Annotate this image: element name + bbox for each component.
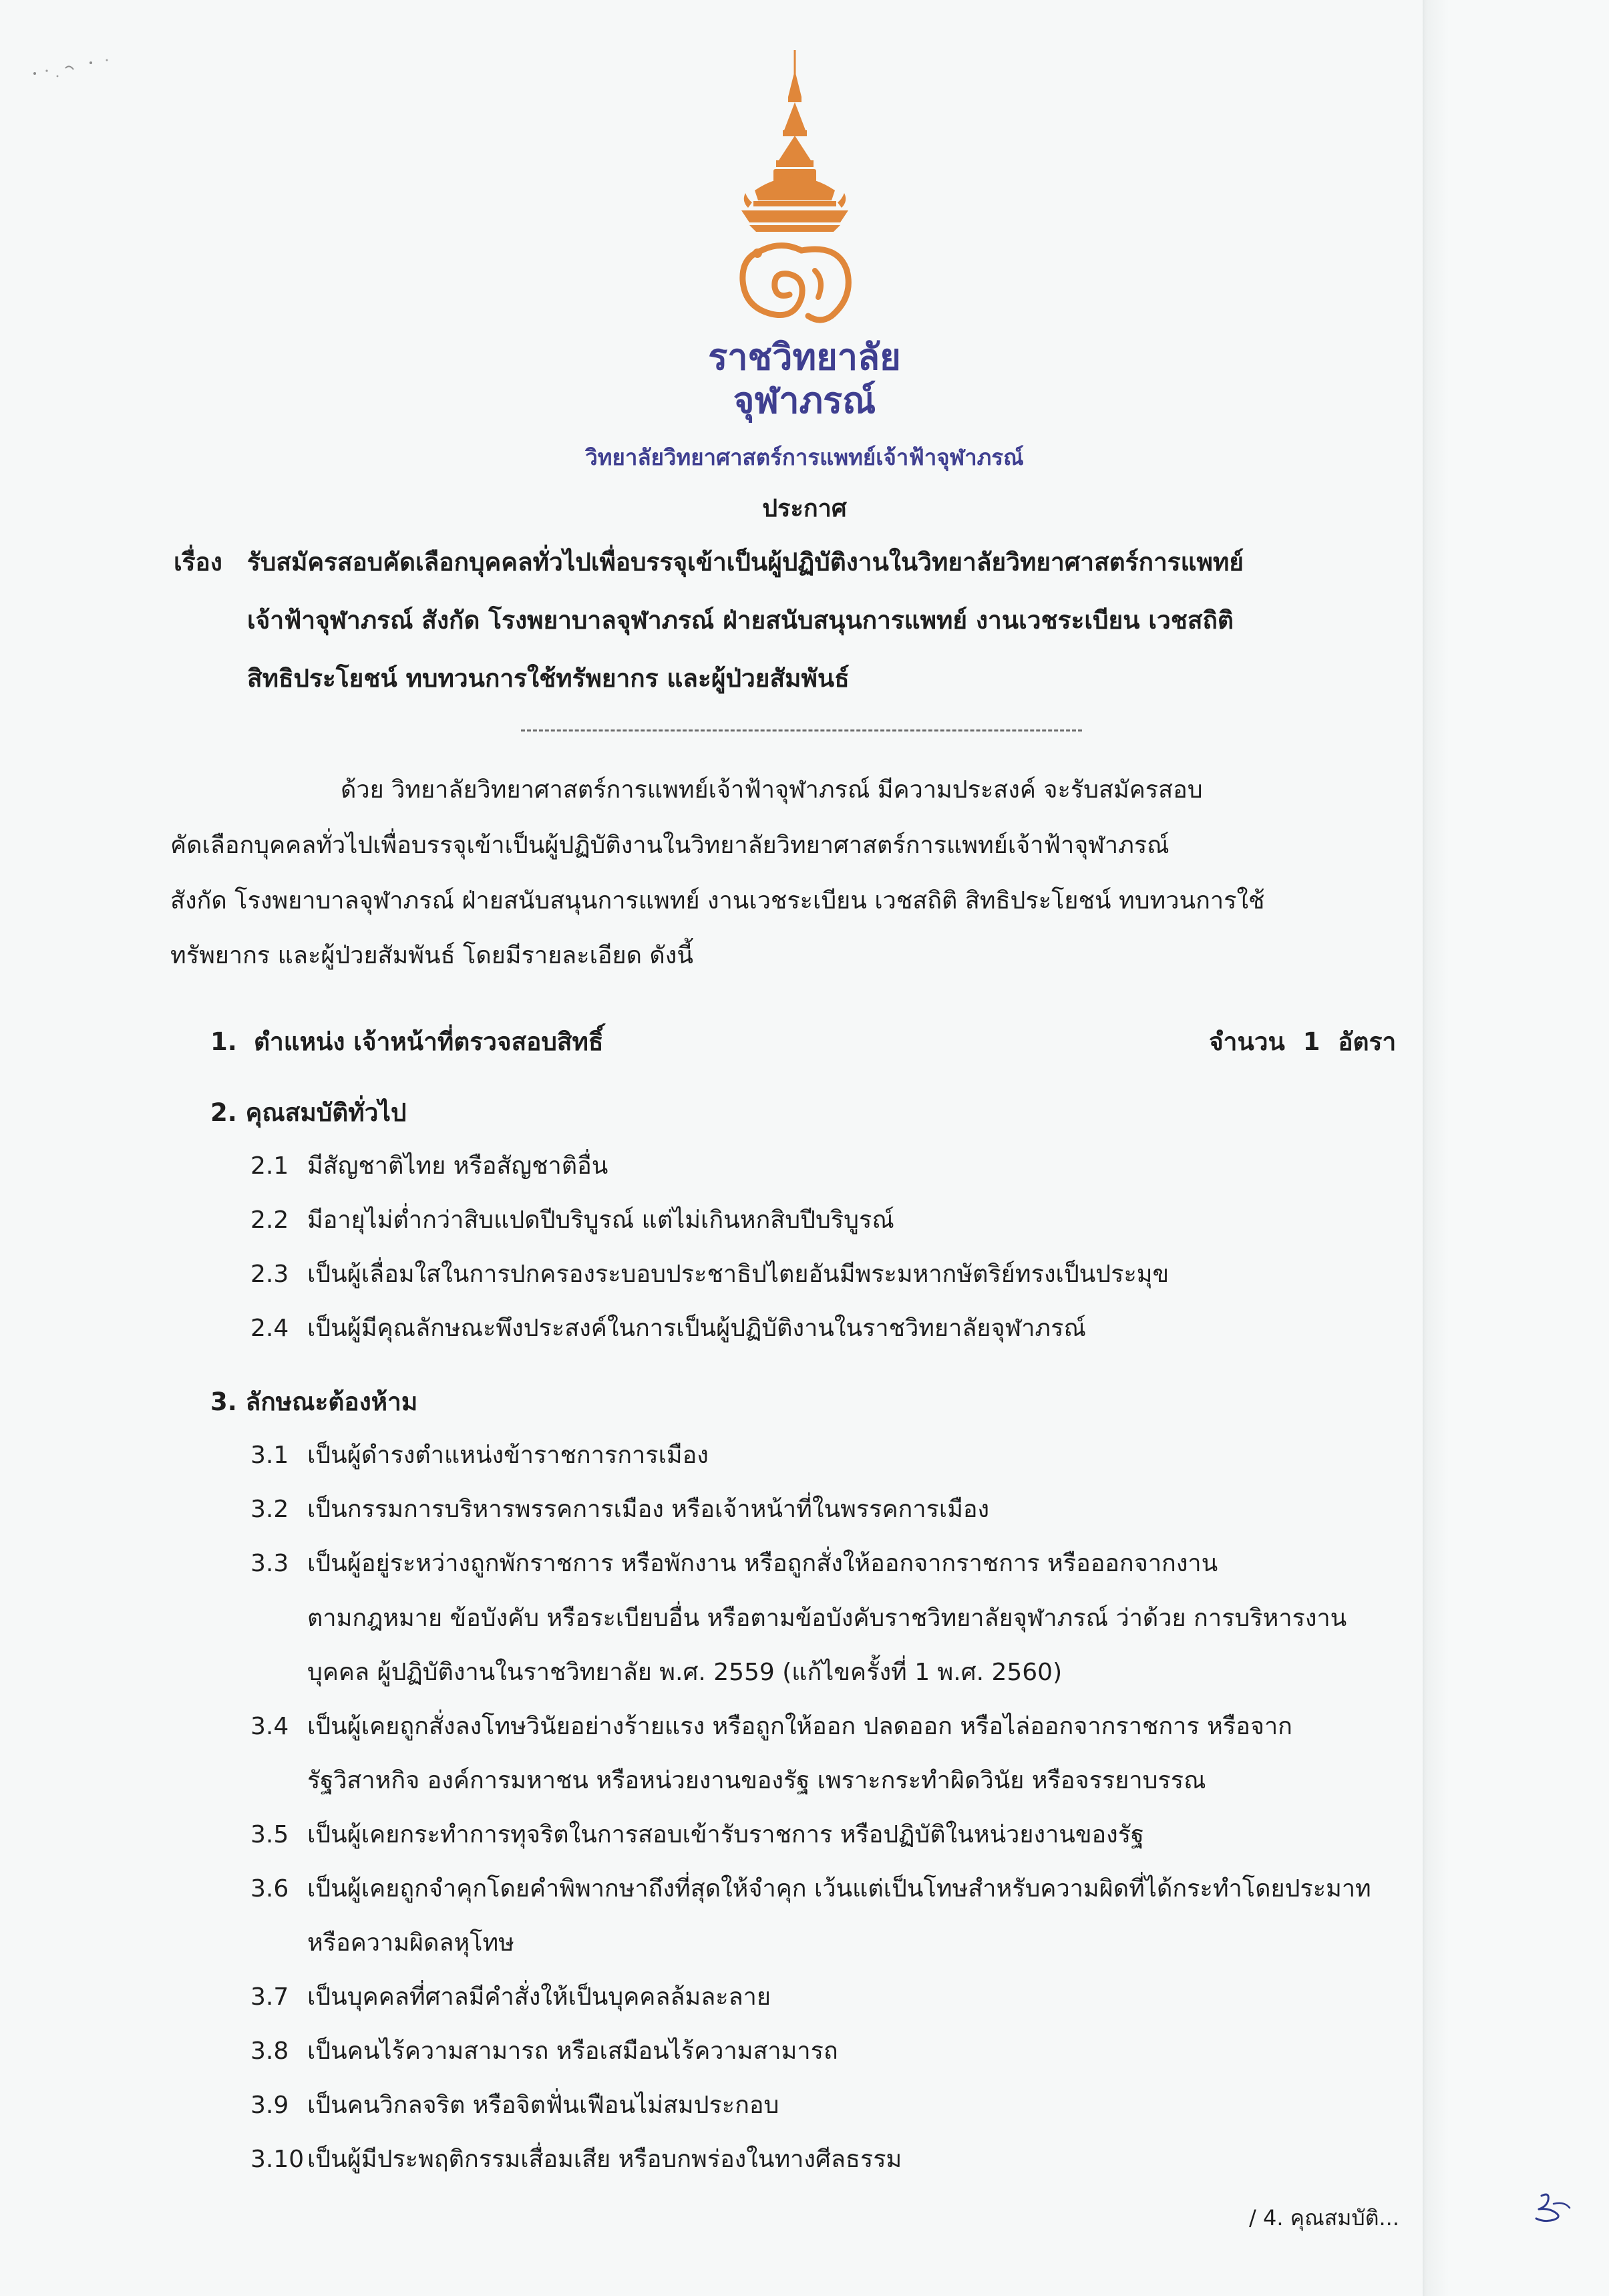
position-count: จำนวน 1 อัตรา	[1209, 1027, 1397, 1056]
subject-line: รับสมัครสอบคัดเลือกบุคคลทั่วไปเพื่อบรรจุเข้าเป็นผู้ปฏิบัติงานในวิทยาลัยวิทยาศาสตร์การแพทย์	[247, 548, 1244, 577]
item-text-continuation: หรือความผิดลหุโทษ	[307, 1929, 514, 1957]
item-number: 2.2	[250, 1206, 289, 1234]
subject-line: สิทธิประโยชน์ ทบทวนการใช้ทรัพยากร และผู้ป่วยสัมพันธ์	[247, 664, 850, 693]
item-text-continuation: บุคคล ผู้ปฏิบัติงานในราชวิทยาลัย พ.ศ. 2559 (แก้ไขครั้งที่ 1 พ.ศ. 2560)	[307, 1659, 1063, 1686]
institution-name-line-1: ราชวิทยาลัย	[708, 336, 901, 378]
subject-label: เรื่อง	[174, 548, 222, 577]
position-title: ตำแหน่ง เจ้าหน้าที่ตรวจสอบสิทธิ์	[254, 1027, 604, 1056]
item-text: เป็นกรรมการบริหารพรรคการเมือง หรือเจ้าหน้าที่ในพรรคการเมือง	[307, 1496, 990, 1523]
intro-paragraph-line: คัดเลือกบุคคลทั่วไปเพื่อบรรจุเข้าเป็นผู้ปฏิบัติงานในวิทยาลัยวิทยาศาสตร์การแพทย์เจ้าฟ้าจุฬาภรณ์	[170, 832, 1170, 859]
handwritten-initials	[1530, 2188, 1576, 2228]
scan-specks	[27, 53, 120, 94]
item-number: 2.3	[250, 1261, 289, 1288]
item-text: เป็นผู้ดำรงตำแหน่งข้าราชการการเมือง	[307, 1442, 709, 1469]
item-text: เป็นผู้มีคุณลักษณะพึงประสงค์ในการเป็นผู้ปฏิบัติงานในราชวิทยาลัยจุฬาภรณ์	[307, 1315, 1086, 1342]
item-number: 3.7	[250, 1983, 289, 2011]
item-text-continuation: รัฐวิสาหกิจ องค์การมหาชน หรือหน่วยงานของรัฐ เพราะกระทำผิดวินัย หรือจรรยาบรรณ	[307, 1767, 1206, 1794]
continuation-note: / 4. คุณสมบัติ...	[1249, 2205, 1399, 2231]
item-number: 3.2	[250, 1496, 289, 1523]
college-name: วิทยาลัยวิทยาศาสตร์การแพทย์เจ้าฟ้าจุฬาภรณ์	[585, 444, 1024, 470]
item-text: เป็นคนวิกลจริต หรือจิตฟั่นเฟือนไม่สมประกอบ	[307, 2092, 779, 2119]
section-2-heading: 2. คุณสมบัติทั่วไป	[210, 1098, 407, 1127]
chulabhorn-crest-icon	[715, 50, 875, 337]
item-number: 3.10	[250, 2146, 305, 2173]
intro-paragraph-line: ด้วย วิทยาลัยวิทยาศาสตร์การแพทย์เจ้าฟ้าจุฬาภรณ์ มีความประสงค์ จะรับสมัครสอบ	[341, 776, 1203, 804]
section-1-number: 1.	[210, 1027, 237, 1056]
item-text: มีอายุไม่ต่ำกว่าสิบแปดปีบริบูรณ์ แต่ไม่เกินหกสิบปีบริบูรณ์	[307, 1206, 894, 1234]
item-number: 3.3	[250, 1550, 289, 1577]
item-number: 2.4	[250, 1315, 289, 1342]
item-text: เป็นผู้เคยกระทำการทุจริตในการสอบเข้ารับราชการ หรือปฏิบัติในหน่วยงานของรัฐ	[307, 1821, 1144, 1848]
item-number: 2.1	[250, 1152, 289, 1180]
separator-rule	[521, 729, 1082, 731]
item-text: เป็นผู้อยู่ระหว่างถูกพักราชการ หรือพักงาน หรือถูกสั่งให้ออกจากราชการ หรือออกจากงาน	[307, 1550, 1218, 1577]
intro-paragraph-line: ทรัพยากร และผู้ป่วยสัมพันธ์ โดยมีรายละเอียด ดังนี้	[170, 942, 693, 969]
item-text: เป็นผู้เลื่อมใสในการปกครองระบอบประชาธิปไตยอันมีพระมหากษัตริย์ทรงเป็นประมุข	[307, 1261, 1170, 1288]
item-text: เป็นบุคคลที่ศาลมีคำสั่งให้เป็นบุคคลล้มละลาย	[307, 1983, 771, 2011]
item-number: 3.5	[250, 1821, 289, 1848]
announcement-title: ประกาศ	[762, 495, 847, 522]
item-text: เป็นผู้เคยถูกสั่งลงโทษวินัยอย่างร้ายแรง หรือถูกให้ออก ปลดออก หรือไล่ออกจากราชการ หรือจาก	[307, 1713, 1292, 1740]
item-text: มีสัญชาติไทย หรือสัญชาติอื่น	[307, 1152, 608, 1180]
item-number: 3.1	[250, 1442, 289, 1469]
item-text-continuation: ตามกฎหมาย ข้อบังคับ หรือระเบียบอื่น หรือตามข้อบังคับราชวิทยาลัยจุฬาภรณ์ ว่าด้วย การบริหารงาน	[307, 1605, 1347, 1632]
institution-name-line-2: จุฬาภรณ์	[733, 379, 876, 422]
item-number: 3.6	[250, 1875, 289, 1903]
section-3-heading: 3. ลักษณะต้องห้าม	[210, 1387, 418, 1416]
item-number: 3.8	[250, 2037, 289, 2065]
item-number: 3.4	[250, 1713, 289, 1740]
item-text: เป็นคนไร้ความสามารถ หรือเสมือนไร้ความสามารถ	[307, 2037, 838, 2065]
item-number: 3.9	[250, 2092, 289, 2119]
intro-paragraph-line: สังกัด โรงพยาบาลจุฬาภรณ์ ฝ่ายสนับสนุนการแพทย์ งานเวชระเบียน เวชสถิติ สิทธิประโยชน์ ทบทวนการใช้	[170, 887, 1265, 915]
item-text: เป็นผู้เคยถูกจำคุกโดยคำพิพากษาถึงที่สุดให้จำคุก เว้นแต่เป็นโทษสำหรับความผิดที่ได้กระทำโดยประมาท	[307, 1875, 1371, 1903]
item-text: เป็นผู้มีประพฤติกรรมเสื่อมเสีย หรือบกพร่องในทางศีลธรรม	[307, 2146, 902, 2173]
subject-line: เจ้าฟ้าจุฬาภรณ์ สังกัด โรงพยาบาลจุฬาภรณ์ ฝ่ายสนับสนุนการแพทย์ งานเวชระเบียน เวชสถิติ	[247, 606, 1234, 635]
